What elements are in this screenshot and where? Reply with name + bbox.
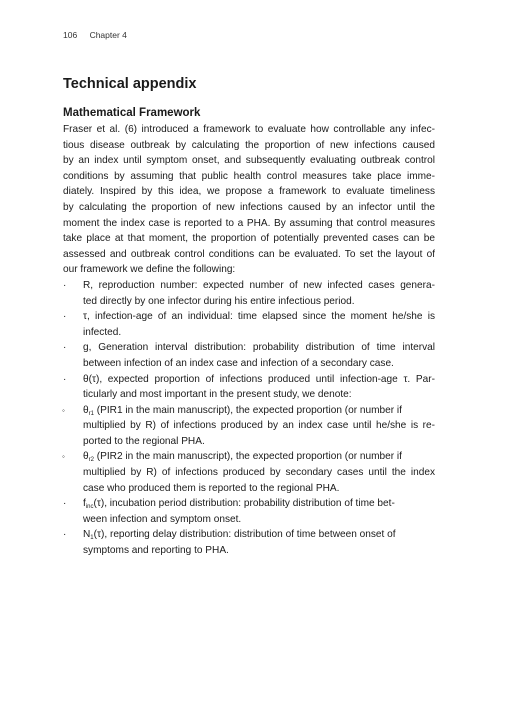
text-line: ween infection and symptom onset. [83,513,242,525]
text-fragment: (PIR1 in the main manuscript), the expected proportion (or number if [93,404,402,416]
text-line: multiplied by R) of infections produced by secondary cases until the index [83,467,435,479]
text-line: case who produced them is reported to the regional PHA. [83,482,340,494]
text-fragment: (PIR2 in the main manuscript), the expected proportion (or number if [93,451,402,463]
text-line: tious disease outbreak by calculating the proportion of new infections caused [63,139,435,151]
text-line: R, reproduction number: expected number of new infected cases genera- [83,279,435,291]
text-line: by calculating the proportion of new infections caused by an infector until the [63,201,435,213]
text-line: multiplied by R) of infections produced by an index case until he/she is re- [83,420,435,432]
definition-item-theta-r2 [63,449,435,496]
text-line: τ, infection-age of an individual: time elapsed since the moment he/she is [83,311,435,323]
chapter-label: Chapter 4 [89,30,127,40]
subscript-inc: inc [85,504,94,511]
intro-paragraph [63,122,435,278]
bullet-dot: · [63,529,67,541]
text-line: diately. Inspired by this idea, we propose a framework to evaluate timeliness [63,186,435,198]
definition-item-tau [63,309,435,340]
subscript-r1: r1 [88,410,94,417]
bullet-circle: ◦ [62,452,65,462]
text-line [83,527,435,543]
text-fragment: (τ), incubation period distribution: probability distribution of time bet- [93,498,395,510]
text-line: ted directly by one infector during his entire infectious period. [83,295,355,307]
symbol-theta: θ [83,404,89,416]
text-line [83,403,435,419]
running-head [63,30,127,40]
text-line: by an index until symptom onset, and subsequently evaluating outbreak control [63,155,435,167]
text-line: ported to the regional PHA. [83,435,205,447]
definition-item-theta-r1 [63,403,435,450]
bullet-dot: · [63,373,67,385]
text-line: θ(τ), expected proportion of infections produced until infection-age τ. Par- [83,373,435,385]
text-line: our framework we define the following: [63,264,236,276]
text-line: g, Generation interval distribution: probability distribution of time interval [83,342,435,354]
subscript-1: 1 [90,535,94,542]
bullet-dot: · [63,279,67,291]
text-fragment: (τ), reporting delay distribution: distribution of time between onset of [93,529,396,541]
definition-item-n1 [63,527,435,558]
symbol-theta: θ [83,451,89,463]
text-line [83,496,435,512]
bullet-dot: · [63,498,67,510]
text-line: Fraser et al. (6) introduced a framework to evaluate how controllable any infec- [63,124,435,135]
text-line: take place at that moment, the proportion of potentially prevented cases can be [63,233,435,245]
text-line: assessed and outbreak control conditions can be evaluated. To set the layout of [63,248,435,260]
body-text [63,122,435,559]
bullet-dot: · [63,342,67,354]
symbol-f: f [83,498,86,510]
subscript-r2: r2 [88,457,94,464]
text-line: symptoms and reporting to PHA. [83,545,229,557]
section-title: Technical appendix [63,76,197,92]
text-line: conditions by assuming that public health control measures take place imme- [63,170,435,182]
definition-item-r [63,278,435,309]
text-line: moment the index case is reported to a PHA. By assuming that control measures [63,217,435,229]
bullet-dot: · [63,311,67,323]
text-line: between infection of an index case and infection of a secondary case. [83,357,394,369]
text-line: ticularly and most important in the present study, we denote: [83,389,352,401]
definition-item-g [63,340,435,371]
text-line [83,449,435,465]
definition-list [63,278,435,559]
document-page [63,0,435,720]
page-number: 106 [63,30,78,40]
definition-item-f-inc [63,496,435,527]
symbol-n: N [83,529,91,541]
subsection-title: Mathematical Framework [63,107,201,119]
text-line: infected. [83,326,122,338]
definition-item-theta [63,372,435,403]
bullet-circle: ◦ [62,405,65,415]
